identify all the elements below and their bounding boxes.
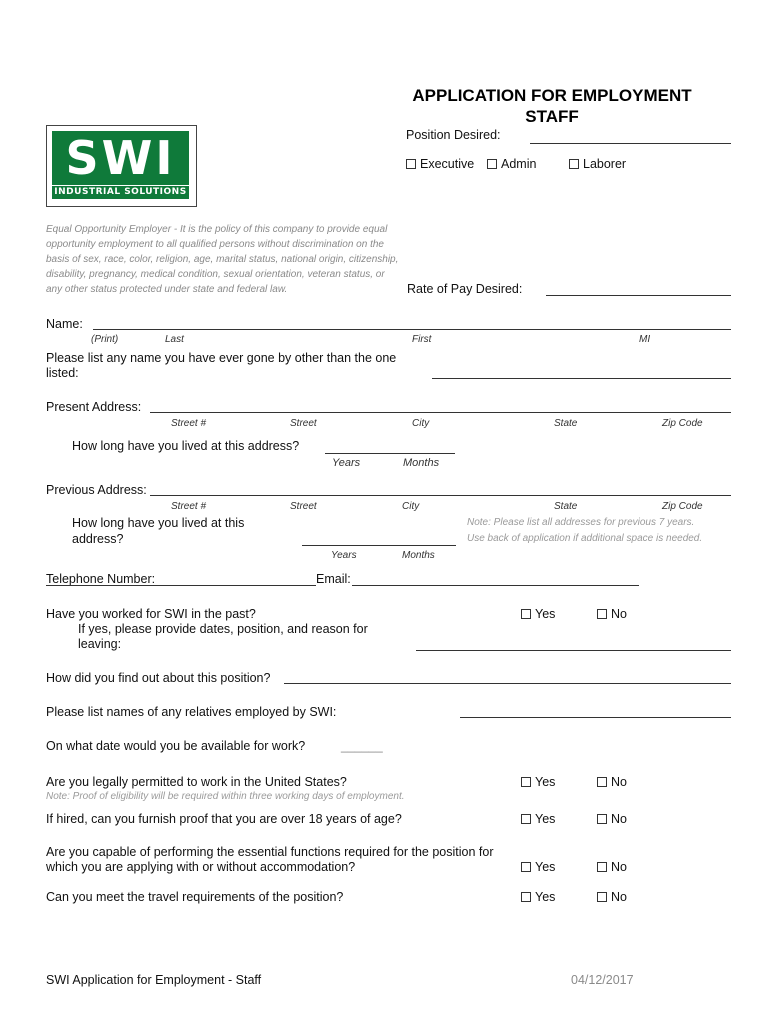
company-logo (46, 125, 197, 207)
relatives-question: Please list names of any relatives employed by SWI: (46, 705, 337, 719)
over18-yes[interactable]: Yes (521, 812, 555, 826)
rate-of-pay-field[interactable] (546, 295, 731, 296)
previous-state-hint: State (554, 501, 578, 512)
checkbox-icon[interactable] (521, 777, 531, 787)
present-address-label: Present Address: (46, 400, 142, 414)
checkbox-icon[interactable] (487, 159, 497, 169)
logo-sub-text: INDUSTRIAL SOLUTIONS (52, 185, 189, 197)
find-position-question: How did you find out about this position? (46, 671, 271, 685)
worked-before-details-field[interactable] (416, 650, 731, 651)
option-admin[interactable]: Admin (487, 157, 536, 171)
checkbox-icon[interactable] (521, 814, 531, 824)
name-label: Name: (46, 317, 83, 331)
available-date-field[interactable]: ______ (341, 739, 383, 753)
capable-no[interactable]: No (597, 860, 627, 874)
position-desired-label: Position Desired: (406, 128, 501, 142)
worked-before-question: Have you worked for SWI in the past? (46, 607, 256, 621)
present-howlong-label: How long have you lived at this address? (72, 439, 300, 453)
find-position-field[interactable] (284, 683, 731, 684)
checkbox-icon[interactable] (521, 609, 531, 619)
option-laborer[interactable]: Laborer (569, 157, 626, 171)
present-zip-hint: Zip Code (662, 418, 703, 429)
capable-question-2: which you are applying with or without accommodation? (46, 860, 356, 874)
title-line-1: APPLICATION FOR EMPLOYMENT (412, 86, 692, 105)
other-names-label-2: listed: (46, 366, 79, 380)
previous-address-note-1: Note: Please list all addresses for previous 7 years. (467, 517, 695, 528)
name-mi-hint: MI (639, 334, 651, 345)
email-field[interactable] (352, 585, 639, 586)
other-names-label-1: Please list any name you have ever gone by other than the one (46, 351, 397, 365)
checkbox-icon[interactable] (597, 609, 607, 619)
available-date-question: On what date would you be available for work? (46, 739, 306, 753)
name-first-hint: First (412, 334, 432, 345)
present-street-hint: Street (290, 418, 317, 429)
present-city-hint: City (412, 418, 430, 429)
other-names-field[interactable] (432, 378, 731, 379)
present-months-hint: Months (403, 457, 440, 469)
travel-yes[interactable]: Yes (521, 890, 555, 904)
worked-before-no[interactable]: No (597, 607, 627, 621)
footer-title: SWI Application for Employment - Staff (46, 973, 262, 987)
previous-city-hint: City (402, 501, 420, 512)
checkbox-icon[interactable] (597, 862, 607, 872)
present-state-hint: State (554, 418, 578, 429)
email-label: Email: (316, 572, 351, 586)
capable-question-1: Are you capable of performing the essential functions required for the position for (46, 845, 494, 859)
previous-howlong-label-2: address? (72, 532, 124, 546)
name-last-hint: Last (165, 334, 184, 345)
present-street-no-hint: Street # (171, 418, 207, 429)
previous-years-hint: Years (331, 550, 357, 561)
checkbox-icon[interactable] (569, 159, 579, 169)
checkbox-icon[interactable] (597, 892, 607, 902)
worked-before-yes[interactable]: Yes (521, 607, 555, 621)
capable-yes[interactable]: Yes (521, 860, 555, 874)
name-field[interactable] (93, 329, 731, 330)
checkbox-icon[interactable] (406, 159, 416, 169)
legal-question: Are you legally permitted to work in the United States? (46, 775, 347, 789)
previous-months-hint: Months (402, 550, 435, 561)
previous-street-no-hint: Street # (171, 501, 207, 512)
telephone-label: Telephone Number: (46, 572, 156, 586)
title-line-2: STAFF (525, 107, 579, 126)
present-years-hint: Years (332, 457, 361, 469)
present-address-field[interactable] (150, 412, 731, 413)
worked-before-sub-2: leaving: (78, 637, 122, 651)
checkbox-icon[interactable] (521, 862, 531, 872)
legal-note: Note: Proof of eligibility will be required within three working days of employment. (46, 791, 405, 802)
over18-no[interactable]: No (597, 812, 627, 826)
travel-no[interactable]: No (597, 890, 627, 904)
previous-howlong-field[interactable] (302, 545, 456, 546)
worked-before-sub-1: If yes, please provide dates, position, and reason for (78, 622, 368, 636)
previous-zip-hint: Zip Code (662, 501, 703, 512)
page-title (398, 85, 706, 127)
legal-yes[interactable]: Yes (521, 775, 555, 789)
eeo-statement: Equal Opportunity Employer - It is the policy of this company to provide equal opportunity employment to all qualified persons without discrimination on the basis of sex, race, color, religion, age, marital status, national origin, citizenship, disability, pregnancy, medical condition, sexual orientation, veteran status, or any other status protected under state and federal law. (46, 224, 399, 295)
footer-date: 04/12/2017 (571, 973, 634, 987)
previous-address-field[interactable] (150, 495, 731, 496)
option-executive[interactable]: Executive (406, 157, 474, 171)
present-howlong-field[interactable] (325, 453, 455, 454)
checkbox-icon[interactable] (521, 892, 531, 902)
over18-question: If hired, can you furnish proof that you are over 18 years of age? (46, 812, 402, 826)
checkbox-icon[interactable] (597, 777, 607, 787)
name-print-hint: (Print) (91, 334, 119, 345)
previous-street-hint: Street (290, 501, 317, 512)
position-desired-field[interactable] (530, 143, 731, 144)
checkbox-icon[interactable] (597, 814, 607, 824)
previous-howlong-label-1: How long have you lived at this (72, 516, 245, 530)
logo-main-text: SWI (65, 131, 176, 185)
telephone-field[interactable] (46, 585, 316, 586)
previous-address-label: Previous Address: (46, 483, 147, 497)
relatives-field[interactable] (460, 717, 731, 718)
previous-address-note-2: Use back of application if additional space is needed. (467, 533, 703, 544)
travel-question: Can you meet the travel requirements of the position? (46, 890, 344, 904)
legal-no[interactable]: No (597, 775, 627, 789)
rate-of-pay-label: Rate of Pay Desired: (407, 282, 523, 296)
